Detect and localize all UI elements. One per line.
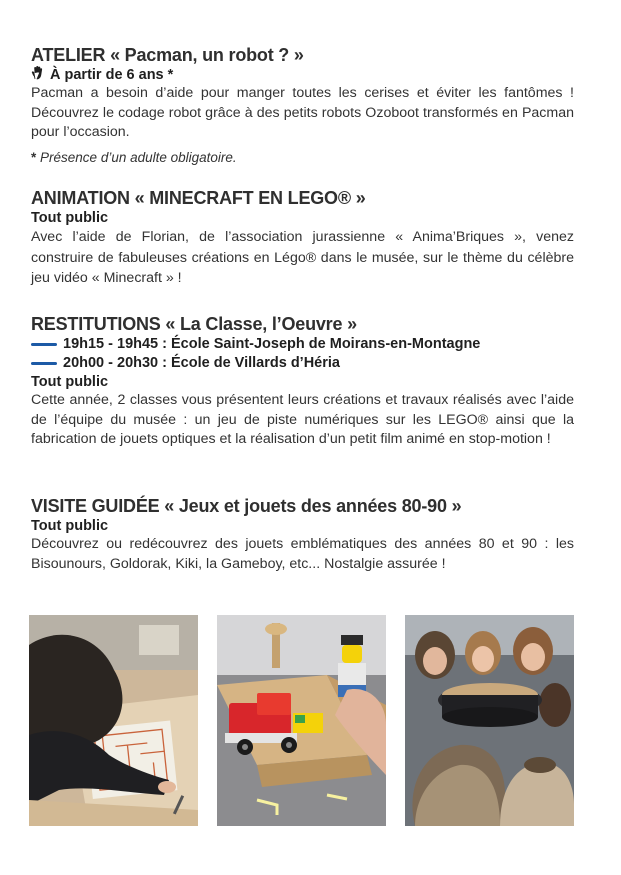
restitutions-section	[31, 313, 574, 450]
visite-audience: Tout public	[31, 518, 109, 534]
slot-text: 20h00 - 20h30 : École de Villards d’Héria	[63, 355, 340, 371]
dash-icon	[31, 362, 57, 365]
atelier-age-label: À partir de 6 ans *	[50, 67, 174, 83]
atelier-body: Pacman a besoin d’aide pour manger toutes les cerises et éviter les fantômes ! Découvrez le codage robot grâce à des petits robots Ozoboot transformés en Pacman pour l’occasion.	[31, 85, 574, 140]
atelier-section	[31, 44, 574, 167]
photo-child-maze	[29, 615, 198, 826]
slot-item	[31, 335, 574, 354]
animation-audience: Tout public	[31, 210, 109, 226]
atelier-age	[31, 66, 574, 84]
atelier-title: ATELIER « Pacman, un robot ? »	[31, 45, 304, 65]
atelier-note	[31, 149, 574, 167]
visite-title: VISITE GUIDÉE « Jeux et jouets des années 80-90 »	[31, 496, 462, 516]
visite-section	[31, 495, 574, 574]
visite-body: Découvrez ou redécouvrez des jouets emblématiques des années 80 et 90 : les Bisounours, Goldorak, Kiki, la Gameboy, etc... Nostalgie assurée !	[31, 536, 574, 572]
photo-lego-car	[217, 615, 386, 826]
slot-text: 19h15 - 19h45 : École Saint-Joseph de Moirans-en-Montagne	[63, 336, 481, 352]
restitutions-audience: Tout public	[31, 374, 109, 390]
slot-item	[31, 354, 574, 373]
animation-body: Avec l’aide de Florian, de l’association jurassienne « Anima’Briques », venez construire de fabuleuses créations en Légo® dans le musée, sur le thème du célèbre jeu vidéo « Minecraft » !	[31, 229, 574, 286]
dash-icon	[31, 343, 57, 346]
restitutions-title: RESTITUTIONS « La Classe, l’Oeuvre »	[31, 314, 357, 334]
note-text: Présence d’un adulte obligatoire.	[40, 149, 237, 165]
animation-title: ANIMATION « MINECRAFT EN LEGO® »	[31, 188, 366, 208]
note-star: *	[31, 149, 37, 165]
raised-hand-icon	[31, 66, 47, 80]
restitutions-body: Cette année, 2 classes vous présentent leurs créations et travaux réalisés avec l’aide de l’équipe du musée : un jeu de piste numériques sur les LEGO® ainsi que la fabrication de jouets optiques et la réalisation d’un petit film animé en stop-motion !	[31, 392, 574, 447]
animation-section	[31, 187, 574, 289]
photo-children-optical-toy	[405, 615, 574, 826]
